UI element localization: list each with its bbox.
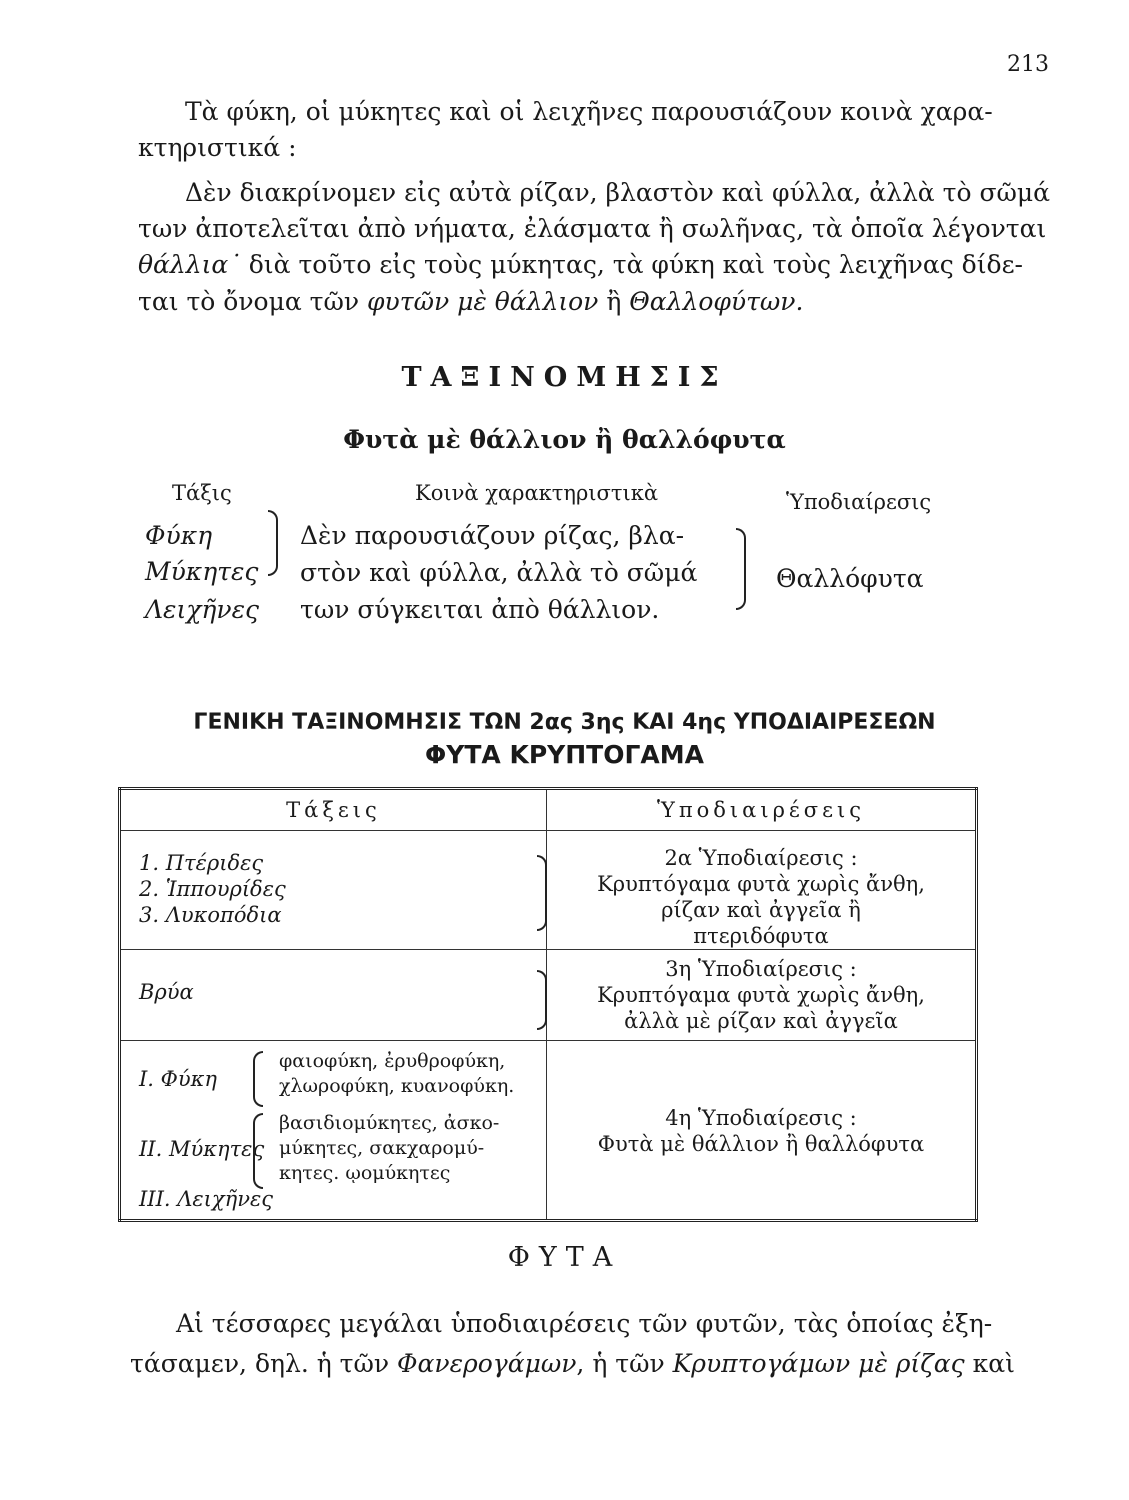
subdivision-line: ἀλλὰ μὲ ρίζαν καὶ ἀγγεῖα: [624, 1009, 898, 1033]
intro-line-6: ται τὸ ὄνομα τῶν φυτῶν μὲ θάλλιον ἢ Θαλλοφύτων.: [138, 287, 804, 316]
common-line: των σύγκειται ἀπὸ θάλλιον.: [300, 595, 660, 624]
class-item: I. Φύκη: [139, 1067, 217, 1091]
brace: [736, 528, 746, 610]
table-cell-classes: [120, 950, 547, 1041]
brace: [537, 970, 547, 1030]
page-number: 213: [1007, 52, 1049, 77]
intro-line-2: κτηριστικά :: [138, 133, 297, 162]
class-item: Φύκη: [145, 521, 213, 550]
subdivision-line: Φυτὰ μὲ θάλλιον ἢ θαλλόφυτα: [597, 1132, 925, 1156]
class-description: φαιοφύκη, ἐρυθροφύκη, χλωροφύκη, κυανοφύκη.: [279, 1050, 515, 1097]
section-heading-fyta: ΦΥΤΑ: [507, 1242, 622, 1273]
subdivision-line: πτεριδόφυτα: [693, 924, 829, 948]
table-header-cell: [547, 789, 977, 831]
subdivision-line: 4η Ὑποδιαίρεσις :: [665, 1106, 857, 1130]
subdivision-line: 3η Ὑποδιαίρεσις :: [665, 957, 857, 981]
table-row: [120, 1041, 977, 1221]
intro-line-1: Τὰ φύκη, οἱ μύκητες καὶ οἱ λειχῆνες παρουσιάζουν κοινὰ χαρα-: [185, 97, 993, 126]
table-row: [120, 831, 977, 950]
section-subheading-cryptogams: ΦΥΤΑ ΚΡΥΠΤΟΓΑΜΑ: [425, 740, 704, 769]
class-item: III. Λειχῆνες: [139, 1187, 274, 1211]
common-line: Δὲν παρουσιάζουν ρίζας, βλα-: [300, 521, 685, 550]
class-item: 2. Ἱππουρίδες: [139, 877, 286, 901]
class-item: Μύκητες: [145, 557, 259, 586]
class-item: 3. Λυκοπόδια: [139, 903, 282, 927]
col-header-subdivision: Ὑποδιαίρεσις: [786, 490, 932, 514]
table-row: [120, 950, 977, 1041]
intro-line-5: θάλλια˙ διὰ τοῦτο εἰς τοὺς μύκητας, τὰ φύκη καὶ τοὺς λειχῆνας δίδε-: [138, 250, 1023, 279]
subdivision-value: Θαλλόφυτα: [776, 564, 924, 593]
subdivision-line: Κρυπτόγαμα φυτὰ χωρὶς ἄνθη,: [597, 872, 925, 896]
table-header-cell: [120, 789, 547, 831]
subdivision-line: 2α Ὑποδιαίρεσις :: [664, 846, 858, 870]
classification-table: [118, 787, 978, 1222]
subdivision-line: Κρυπτόγαμα φυτὰ χωρὶς ἄνθη,: [597, 983, 925, 1007]
class-item: Βρύα: [139, 980, 194, 1004]
class-item: Λειχῆνες: [145, 595, 260, 624]
intro-line-3: Δὲν διακρίνομεν εἰς αὐτὰ ρίζαν, βλαστὸν καὶ φύλλα, ἀλλὰ τὸ σῶμά: [185, 178, 1051, 207]
common-line: στὸν καὶ φύλλα, ἀλλὰ τὸ σῶμά: [300, 558, 698, 587]
table-cell-classes: [120, 831, 547, 950]
term-thallia: θάλλια˙: [138, 250, 241, 279]
subdivision-line: ρίζαν καὶ ἀγγεῖα ἢ: [661, 898, 861, 922]
brace: [268, 510, 278, 576]
table-cell-subdivision: [547, 1041, 977, 1221]
class-item: II. Μύκητες: [139, 1137, 265, 1161]
intro-line-4: των ἀποτελεῖται ἀπὸ νήματα, ἐλάσματα ἢ σωλῆνας, τὰ ὁποῖα λέγονται: [138, 214, 1047, 243]
fyta-line-2: τάσαμεν, δηλ. ἡ τῶν Φανερογάμων, ἡ τῶν Κρυπτογάμων μὲ ρίζας καὶ: [130, 1349, 1015, 1378]
brace: [253, 1051, 263, 1107]
header-subdivisions: Ὑποδιαιρέσεις: [656, 798, 866, 822]
section-subheading-thallophyta: Φυτὰ μὲ θάλλιον ἢ θαλλόφυτα: [343, 425, 786, 454]
col-header-common: Κοινὰ χαρακτηριστικὰ: [415, 481, 659, 505]
table-header-row: [120, 789, 977, 831]
class-description: βασιδιομύκητες, ἀσκο- μύκητες, σακχαρομύ- κητες. ῳομύκητες: [279, 1112, 500, 1184]
section-heading-taxinomisis: ΤΑΞΙΝΟΜΗΣΙΣ: [401, 362, 728, 393]
fyta-line-1: Αἱ τέσσαρες μεγάλαι ὑποδιαιρέσεις τῶν φυτῶν, τὰς ὁποίας ἐξη-: [176, 1309, 993, 1338]
brace: [537, 855, 547, 931]
col-header-taxis: Τάξις: [172, 481, 232, 505]
class-item: 1. Πτέριδες: [139, 851, 264, 875]
table-cell-subdivision: [547, 831, 977, 950]
brace: [253, 1113, 263, 1189]
table-cell-classes: [120, 1041, 547, 1221]
section-heading-general: ΓΕΝΙΚΗ ΤΑΞΙΝΟΜΗΣΙΣ ΤΩΝ 2ας 3ης ΚΑΙ 4ης ΥΠΟΔΙΑΙΡΕΣΕΩΝ: [193, 710, 936, 735]
header-classes: Τάξεις: [286, 798, 381, 822]
table-cell-subdivision: [547, 950, 977, 1041]
